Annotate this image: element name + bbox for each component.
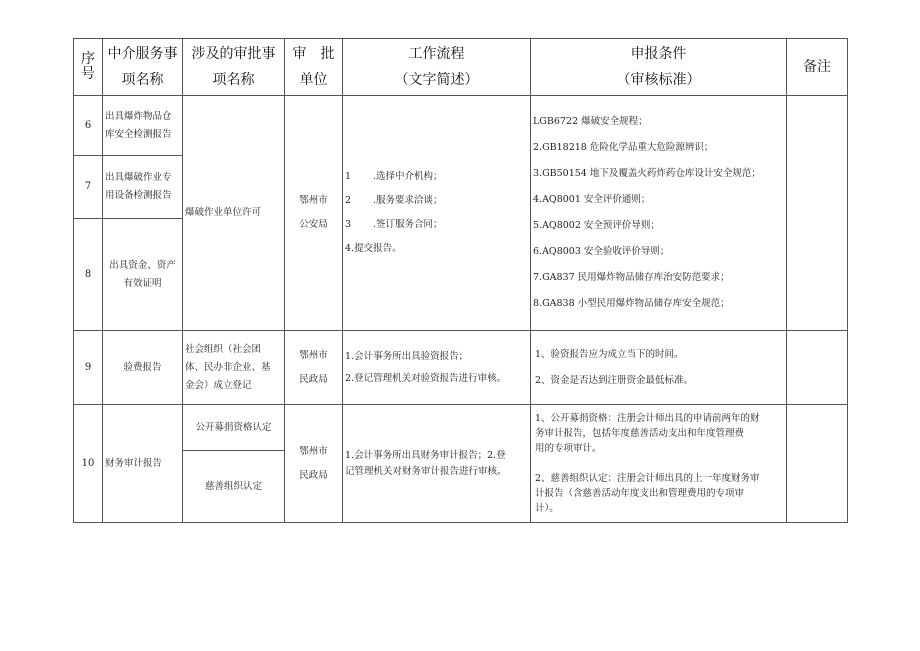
header-seq: 序 号 <box>74 39 103 96</box>
table-row <box>74 331 848 405</box>
group-process: 1 .选择中介机构； 2 .服务要求洽谈； 3 .签订服务合同； 4.提交报告。 <box>343 96 531 331</box>
row-seq: 7 <box>74 156 103 219</box>
group-approval-name: 爆破作业单位许可 <box>183 96 285 331</box>
row-service-name: 出具资金、资产 有效证明 <box>103 219 183 331</box>
row-service-name: 出具爆炸物品仓 库安全检测报告 <box>103 96 183 156</box>
row-approval-unit: 鄂州市 民政局 <box>285 405 343 523</box>
row-approval-name-a: 公开募捐资格认定 <box>183 405 285 451</box>
header-process: 工作流程 （文字简述） <box>343 39 531 96</box>
row-seq: 6 <box>74 96 103 156</box>
row-approval-name-b: 慈善组织认定 <box>183 451 285 523</box>
row-note <box>787 331 848 405</box>
group-conditions: LGB6722 爆破安全规程； 2.GB18218 危险化学品重大危险源辨识； 3.GB50154 地下及覆盖火药炸药仓库设计安全规范； 4.AQ8001 安全评价通则； 5.AQ8002 安全预评价导则； 6.AQ8003 安全验收评价导则； 7.GA837 民用爆炸物品储存库治安防范要求； 8.GA838 小型民用爆炸物品储存库安全规范； <box>531 96 787 331</box>
row-process: 1.会计事务所出具财务审计报告；2.登 记管理机关对财务审计报告进行审核。 <box>343 405 531 523</box>
table-row <box>74 405 848 451</box>
service-items-table <box>73 38 848 523</box>
row-process: 1.会计事务所出具验资报告； 2.登记管理机关对验资报告进行审核。 <box>343 331 531 405</box>
header-row <box>74 39 848 96</box>
row-note <box>787 405 848 523</box>
row-approval-unit: 鄂州市 民政局 <box>285 331 343 405</box>
header-approval-unit: 审 批 单位 <box>285 39 343 96</box>
row-service-name: 验费报告 <box>103 331 183 405</box>
row-service-name: 出具爆破作业专 用设备检测报告 <box>103 156 183 219</box>
row-seq: 10 <box>74 405 103 523</box>
row-seq: 9 <box>74 331 103 405</box>
header-service-name: 中介服务事 项名称 <box>103 39 183 96</box>
header-approval-name: 涉及的审批事 项名称 <box>183 39 285 96</box>
row-approval-name: 社会组织（社会团 体、民办非企业、基 金会）成立登记 <box>183 331 285 405</box>
row-conditions: 1、验资报告应为成立当下的时间。 2、资金是否达到注册资金最低标准。 <box>531 331 787 405</box>
row-conditions: 1、公开募捐资格：注册会计师出具的申请前两年的财 务审计报告，包括年度慈善活动支出和年度管理费 用的专项审计。 2、慈善组织认定：注册会计师出具的上一年度财务审 计报告（含慈善活动年度支出和管理费用的专项审 计）。 <box>531 405 787 523</box>
row-seq: 8 <box>74 219 103 331</box>
group-note <box>787 96 848 331</box>
header-note: 备注 <box>787 39 848 96</box>
table-row <box>74 96 848 156</box>
row-service-name: 财务审计报告 <box>103 405 183 523</box>
header-conditions: 申报条件 （审核标准） <box>531 39 787 96</box>
group-approval-unit: 鄂州市 公安局 <box>285 96 343 331</box>
